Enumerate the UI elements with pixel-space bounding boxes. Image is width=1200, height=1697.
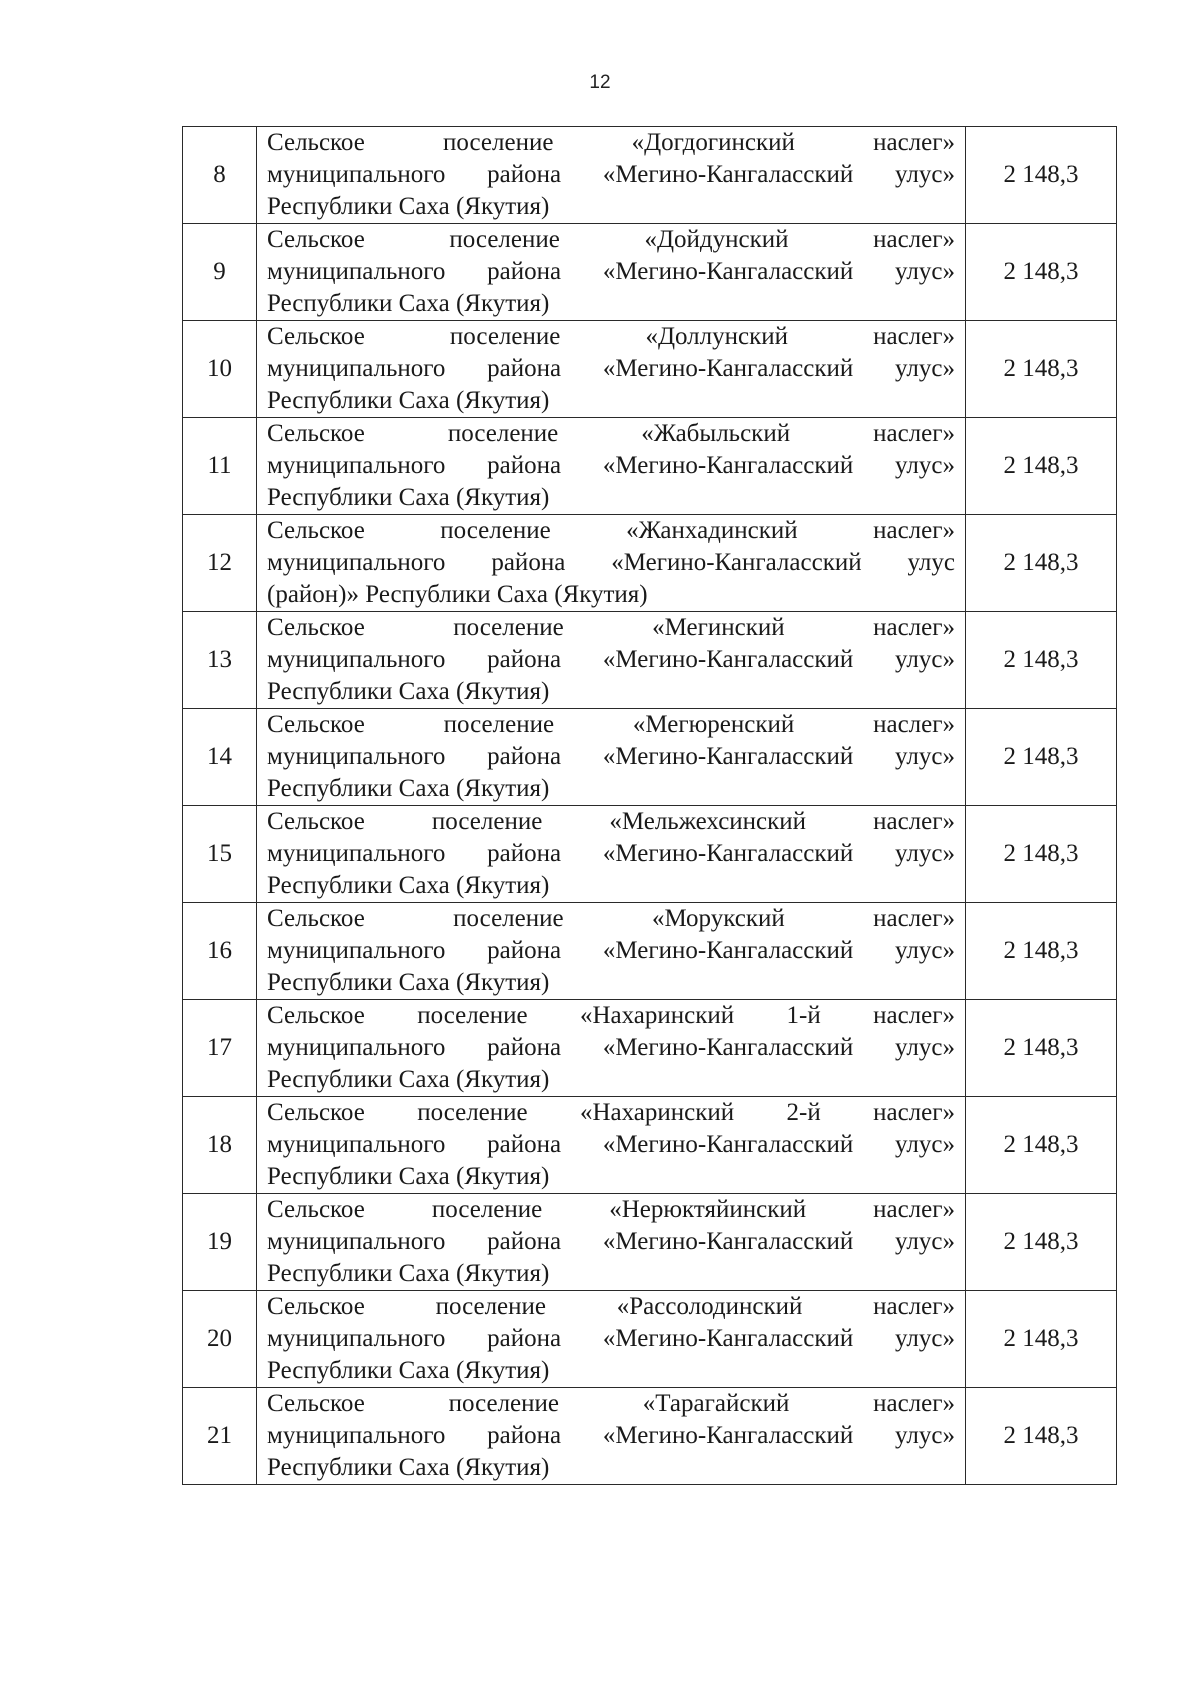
amount-value: 2 148,3 (966, 903, 1117, 1000)
settlement-name-line-1: Сельское поселение «Доллунский наслег» (267, 323, 955, 350)
settlement-name-line-2: муниципального района «Мегино-Кангаласский улус» (267, 743, 955, 770)
settlement-name-line-1: Сельское поселение «Мегюренский наслег» (267, 711, 955, 738)
table-row (183, 515, 1117, 612)
table-row (183, 1194, 1117, 1291)
row-number: 20 (183, 1291, 257, 1388)
settlement-name (257, 127, 966, 224)
settlement-name-line-3: (район)» Республики Саха (Якутия) (267, 581, 648, 608)
settlement-name (257, 1000, 966, 1097)
settlement-name-line-3: Республики Саха (Якутия) (267, 387, 550, 414)
settlement-name-line-2: муниципального района «Мегино-Кангаласский улус» (267, 1131, 955, 1158)
table-body (183, 127, 1117, 1485)
table-row (183, 127, 1117, 224)
settlement-name-line-1: Сельское поселение «Нахаринский 2-й наслег» (267, 1099, 955, 1126)
settlement-name (257, 321, 966, 418)
settlement-name (257, 709, 966, 806)
settlement-name-line-3: Республики Саха (Якутия) (267, 775, 550, 802)
settlement-name-line-2: муниципального района «Мегино-Кангаласский улус» (267, 452, 955, 479)
table-row (183, 709, 1117, 806)
settlement-name-line-2: муниципального района «Мегино-Кангаласский улус» (267, 1228, 955, 1255)
settlement-name (257, 1097, 966, 1194)
page-number: 12 (589, 72, 611, 93)
amount-value: 2 148,3 (966, 1388, 1117, 1485)
settlement-name-line-3: Республики Саха (Якутия) (267, 872, 550, 899)
settlement-name-line-1: Сельское поселение «Дойдунский наслег» (267, 226, 955, 253)
settlement-name (257, 418, 966, 515)
amount-value: 2 148,3 (966, 127, 1117, 224)
settlement-name-line-3: Республики Саха (Якутия) (267, 484, 550, 511)
row-number: 11 (183, 418, 257, 515)
settlement-name-line-2: муниципального района «Мегино-Кангаласский улус» (267, 161, 955, 188)
amount-value: 2 148,3 (966, 1097, 1117, 1194)
settlement-name-line-2: муниципального района «Мегино-Кангаласский улус» (267, 1325, 955, 1352)
row-number: 18 (183, 1097, 257, 1194)
amount-value: 2 148,3 (966, 1194, 1117, 1291)
row-number: 12 (183, 515, 257, 612)
settlement-name-line-3: Республики Саха (Якутия) (267, 1357, 550, 1384)
row-number: 17 (183, 1000, 257, 1097)
table-row (183, 1388, 1117, 1485)
settlement-name-line-1: Сельское поселение «Мельжехсинский наслег» (267, 808, 955, 835)
row-number: 10 (183, 321, 257, 418)
settlement-name-line-1: Сельское поселение «Тарагайский наслег» (267, 1390, 955, 1417)
settlement-name-line-2: муниципального района «Мегино-Кангаласский улус» (267, 1034, 955, 1061)
row-number: 21 (183, 1388, 257, 1485)
table-row (183, 224, 1117, 321)
amount-value: 2 148,3 (966, 1000, 1117, 1097)
table-row (183, 1097, 1117, 1194)
amount-value: 2 148,3 (966, 321, 1117, 418)
amount-value: 2 148,3 (966, 1291, 1117, 1388)
settlement-name (257, 224, 966, 321)
amount-value: 2 148,3 (966, 515, 1117, 612)
settlement-name (257, 1388, 966, 1485)
settlements-table (182, 126, 1117, 1485)
amount-value: 2 148,3 (966, 806, 1117, 903)
settlement-name-line-3: Республики Саха (Якутия) (267, 969, 550, 996)
settlement-name-line-1: Сельское поселение «Нерюктяйинский наслег» (267, 1196, 955, 1223)
table-row (183, 903, 1117, 1000)
settlement-name-line-1: Сельское поселение «Жанхадинский наслег» (267, 517, 955, 544)
settlement-name-line-1: Сельское поселение «Рассолодинский наслег» (267, 1293, 955, 1320)
settlement-name-line-2: муниципального района «Мегино-Кангаласский улус» (267, 1422, 955, 1449)
settlement-name-line-3: Республики Саха (Якутия) (267, 290, 550, 317)
settlement-name-line-1: Сельское поселение «Мегинский наслег» (267, 614, 955, 641)
table-row (183, 321, 1117, 418)
settlement-name-line-3: Республики Саха (Якутия) (267, 1260, 550, 1287)
row-number: 9 (183, 224, 257, 321)
table-row (183, 1291, 1117, 1388)
settlement-name-line-2: муниципального района «Мегино-Кангаласский улус» (267, 646, 955, 673)
settlement-name (257, 1194, 966, 1291)
amount-value: 2 148,3 (966, 224, 1117, 321)
settlement-name-line-3: Республики Саха (Якутия) (267, 1454, 550, 1481)
settlement-name (257, 806, 966, 903)
settlement-name-line-2: муниципального района «Мегино-Кангаласский улус» (267, 937, 955, 964)
settlement-name-line-2: муниципального района «Мегино-Кангаласский улус (267, 549, 955, 576)
settlement-name-line-2: муниципального района «Мегино-Кангаласский улус» (267, 258, 955, 285)
table-row (183, 1000, 1117, 1097)
table-row (183, 806, 1117, 903)
amount-value: 2 148,3 (966, 709, 1117, 806)
settlement-name-line-1: Сельское поселение «Жабыльский наслег» (267, 420, 955, 447)
amount-value: 2 148,3 (966, 612, 1117, 709)
settlement-name (257, 515, 966, 612)
settlement-name-line-1: Сельское поселение «Нахаринский 1-й наслег» (267, 1002, 955, 1029)
row-number: 16 (183, 903, 257, 1000)
settlement-name-line-3: Республики Саха (Якутия) (267, 678, 550, 705)
settlement-name-line-2: муниципального района «Мегино-Кангаласский улус» (267, 355, 955, 382)
row-number: 14 (183, 709, 257, 806)
table-row (183, 418, 1117, 515)
settlement-name (257, 612, 966, 709)
settlement-name-line-3: Республики Саха (Якутия) (267, 1163, 550, 1190)
table-row (183, 612, 1117, 709)
row-number: 8 (183, 127, 257, 224)
settlement-name-line-1: Сельское поселение «Морукский наслег» (267, 905, 955, 932)
settlement-name (257, 903, 966, 1000)
settlement-name (257, 1291, 966, 1388)
amount-value: 2 148,3 (966, 418, 1117, 515)
settlement-name-line-3: Республики Саха (Якутия) (267, 193, 550, 220)
settlement-name-line-1: Сельское поселение «Догдогинский наслег» (267, 129, 955, 156)
row-number: 15 (183, 806, 257, 903)
settlement-name-line-3: Республики Саха (Якутия) (267, 1066, 550, 1093)
row-number: 19 (183, 1194, 257, 1291)
row-number: 13 (183, 612, 257, 709)
settlement-name-line-2: муниципального района «Мегино-Кангаласский улус» (267, 840, 955, 867)
